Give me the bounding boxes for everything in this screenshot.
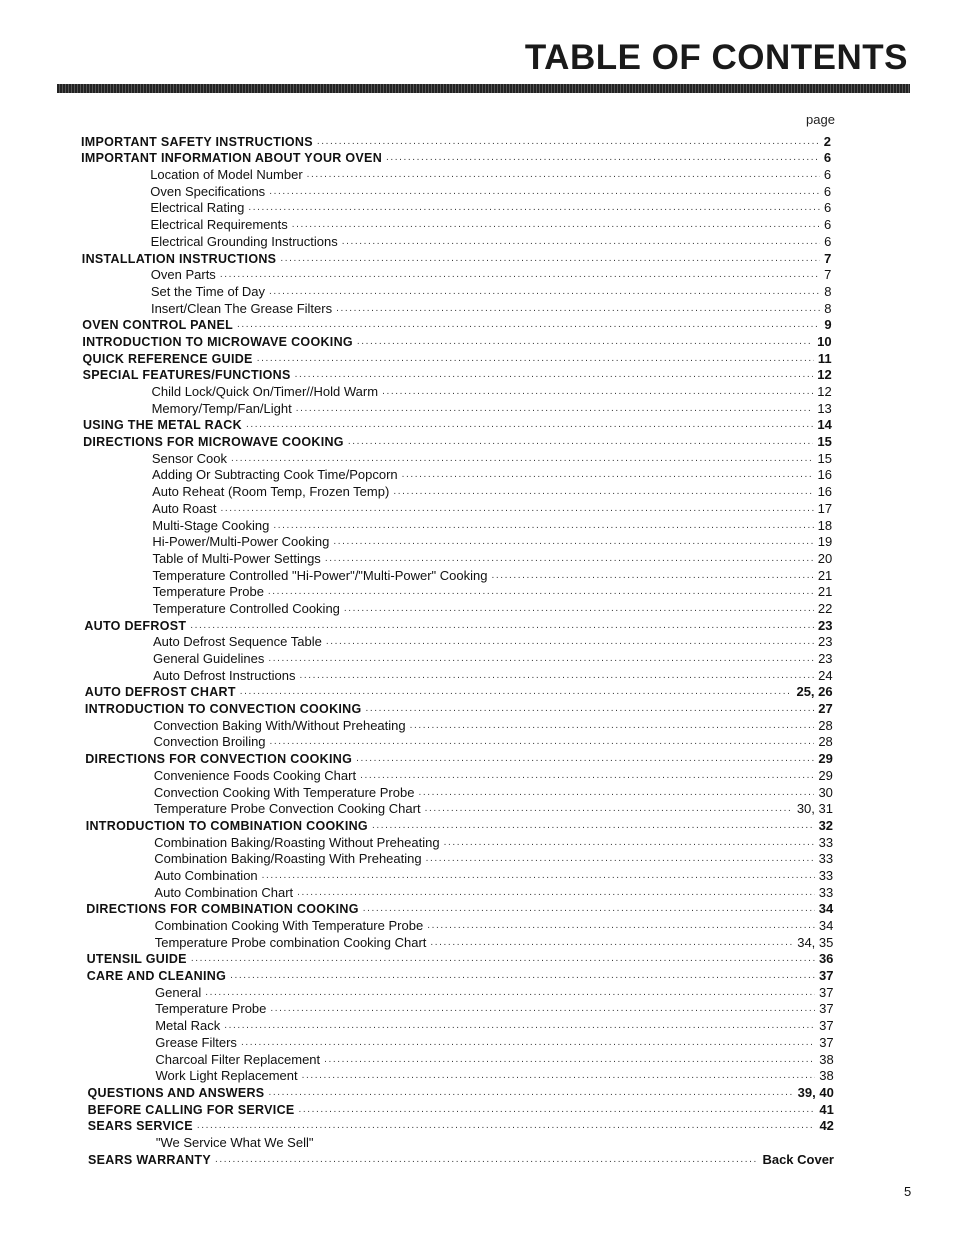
- toc-entry: [0, 467, 954, 484]
- dot-leader: [190, 618, 814, 634]
- dot-leader: [296, 401, 814, 417]
- toc-entry-page: 33: [818, 867, 834, 883]
- toc-entry-label: INSTALLATION INSTRUCTIONS: [81, 251, 277, 266]
- toc-entry: [0, 801, 954, 818]
- toc-entry: [0, 867, 954, 884]
- toc-entry: [0, 1001, 954, 1018]
- toc-entry-label: Temperature Probe combination Cooking Chart: [154, 934, 427, 950]
- dot-leader: [237, 317, 820, 333]
- toc-entry-page: 7: [824, 267, 832, 283]
- toc-entry: [0, 934, 954, 951]
- toc-entry: [0, 767, 954, 784]
- dot-leader: [246, 417, 813, 433]
- toc-entry-label: QUICK REFERENCE GUIDE: [82, 351, 253, 366]
- toc-entry: [0, 383, 954, 400]
- dot-leader: [426, 851, 815, 867]
- dot-leader: [357, 334, 813, 350]
- toc-entry-label: Auto Combination: [154, 867, 258, 883]
- toc-entry-label: Temperature Controlled "Hi-Power"/"Multi-Power" Cooking: [152, 567, 488, 583]
- toc-entry: [0, 700, 954, 717]
- page-column-label: page: [806, 112, 835, 127]
- dot-leader: [269, 284, 820, 300]
- toc-entry-label: Adding Or Subtracting Cook Time/Popcorn: [151, 467, 398, 483]
- dot-leader: [299, 668, 814, 684]
- toc-entry: [0, 1051, 954, 1068]
- dot-leader: [197, 1118, 816, 1134]
- toc-entry-page: 29: [818, 767, 833, 783]
- toc-entry: [0, 1034, 954, 1051]
- dot-leader: [430, 935, 793, 951]
- dot-leader: [360, 768, 814, 784]
- toc-entry-page: 22: [817, 600, 833, 616]
- toc-entry: [0, 1068, 954, 1085]
- toc-entry: [0, 617, 954, 634]
- toc-entry: [0, 717, 954, 734]
- toc-entry-label: Auto Combination Chart: [154, 884, 294, 900]
- dot-leader: [240, 684, 793, 700]
- toc-entry-page: 23: [818, 651, 833, 666]
- toc-entry-page: 29: [818, 751, 833, 767]
- toc-entry-page: 30, 31: [796, 801, 833, 817]
- toc-entry-label: Child Lock/Quick On/Timer//Hold Warm: [151, 384, 379, 399]
- page-title: TABLE OF CONTENTS: [524, 38, 908, 77]
- dot-leader: [270, 734, 815, 750]
- toc-entry-page: 8: [824, 283, 832, 299]
- toc-entry-label: Auto Defrost Instructions: [153, 667, 296, 683]
- toc-entry: [0, 917, 954, 934]
- toc-entry: [0, 433, 954, 450]
- toc-entry-page: 37: [819, 1001, 834, 1017]
- toc-entry: [0, 517, 954, 534]
- toc-entry-label: UTENSIL GUIDE: [86, 952, 187, 967]
- toc-entry: [0, 400, 954, 417]
- toc-entry-page: 6: [823, 150, 832, 166]
- dot-leader: [324, 1052, 815, 1068]
- toc-entry: [0, 1017, 954, 1034]
- toc-entry: [0, 750, 954, 767]
- toc-entry-label: Electrical Rating: [150, 200, 245, 216]
- toc-entry-page: 34, 35: [797, 934, 834, 950]
- toc-entry-page: 20: [817, 550, 833, 566]
- dot-leader: [224, 1018, 815, 1034]
- dot-leader: [333, 534, 813, 550]
- toc-entry-label: INTRODUCTION TO COMBINATION COOKING: [85, 818, 368, 833]
- dot-leader: [344, 601, 814, 617]
- toc-entry-page: 16: [817, 484, 833, 500]
- toc-entry-page: 37: [819, 1034, 834, 1050]
- toc-entry: [0, 333, 954, 350]
- toc-entry-label: DIRECTIONS FOR MICROWAVE COOKING: [83, 435, 344, 450]
- dot-leader: [386, 150, 820, 166]
- toc-entry-label: Auto Roast: [152, 500, 217, 516]
- toc-entry: [0, 300, 954, 317]
- dot-leader: [427, 918, 815, 934]
- toc-entry: [0, 350, 954, 367]
- toc-entry-label: Convection Baking With/Without Preheating: [153, 717, 406, 733]
- toc-entry-page: 23: [817, 617, 833, 633]
- toc-entry-label: Auto Reheat (Room Temp, Frozen Temp): [152, 484, 390, 500]
- dot-leader: [336, 301, 820, 317]
- dot-leader: [273, 518, 813, 534]
- toc-entry-page: 33: [818, 851, 834, 867]
- toc-entry: [0, 1084, 954, 1101]
- toc-entry: [0, 183, 954, 200]
- dot-leader: [491, 568, 813, 584]
- toc-entry: [0, 734, 954, 751]
- toc-entry: [0, 584, 954, 601]
- toc-entry-label: INTRODUCTION TO MICROWAVE COOKING: [82, 334, 353, 349]
- toc-entry: [0, 267, 954, 284]
- toc-entry: [0, 233, 954, 250]
- toc-entry-label: AUTO DEFROST: [84, 618, 187, 633]
- toc-entry: [0, 483, 954, 500]
- toc-entry-page: 38: [819, 1068, 834, 1084]
- toc-entry-page: 6: [823, 183, 832, 199]
- toc-entry-label: Electrical Requirements: [150, 217, 288, 233]
- toc-entry-label: General Guidelines: [153, 651, 265, 666]
- dot-leader: [231, 451, 813, 467]
- toc-entry-page: 39, 40: [797, 1084, 834, 1100]
- table-of-contents: [0, 133, 954, 1168]
- toc-entry-label: Metal Rack: [155, 1018, 221, 1034]
- dot-leader: [270, 1001, 815, 1017]
- toc-entry-label: Combination Baking/Roasting With Preheating: [154, 851, 422, 867]
- toc-entry-page: 6: [824, 233, 832, 249]
- toc-entry-page: 10: [817, 333, 832, 349]
- toc-entry-page: 6: [823, 200, 832, 216]
- toc-entry-page: 6: [824, 217, 832, 233]
- toc-entry: [0, 784, 954, 801]
- dot-leader: [297, 885, 815, 901]
- dot-leader: [230, 968, 815, 984]
- toc-entry-label: SPECIAL FEATURES/FUNCTIONS: [82, 368, 291, 383]
- dot-leader: [302, 1068, 816, 1084]
- toc-entry-label: Charcoal Filter Replacement: [155, 1051, 321, 1067]
- toc-entry-label: Auto Defrost Sequence Table: [152, 634, 322, 650]
- dot-leader: [220, 501, 813, 517]
- toc-entry: [0, 834, 954, 851]
- toc-entry-page: 15: [817, 434, 832, 450]
- toc-entry-label: Combination Baking/Roasting Without Preheating: [154, 834, 440, 850]
- toc-entry-label: Set the Time of Day: [150, 283, 266, 299]
- dot-leader: [418, 785, 814, 801]
- dot-leader: [363, 901, 815, 917]
- toc-entry-page: 21: [817, 584, 833, 600]
- dot-leader: [268, 1085, 793, 1101]
- toc-entry-label: BEFORE CALLING FOR SERVICE: [87, 1102, 295, 1117]
- toc-entry: [0, 817, 954, 834]
- toc-entry-page: 24: [818, 667, 833, 683]
- toc-entry: [0, 967, 954, 984]
- toc-entry-label: Table of Multi-Power Settings: [152, 550, 321, 566]
- toc-entry-page: Back Cover: [762, 1151, 834, 1167]
- toc-entry: [0, 1101, 954, 1118]
- toc-entry-page: 30: [818, 784, 833, 800]
- dot-leader: [317, 134, 820, 150]
- dot-leader: [356, 751, 814, 767]
- toc-entry-label: Temperature Probe: [152, 584, 264, 600]
- toc-entry-label: Temperature Controlled Cooking: [152, 600, 340, 616]
- toc-entry-label: INTRODUCTION TO CONVECTION COOKING: [84, 702, 362, 717]
- dot-leader: [241, 1035, 815, 1051]
- toc-entry-label: USING THE METAL RACK: [82, 418, 242, 433]
- dot-leader: [257, 351, 814, 367]
- dot-leader: [262, 868, 815, 884]
- dot-leader: [292, 217, 820, 233]
- toc-entry: [0, 667, 954, 684]
- toc-entry-label: Electrical Grounding Instructions: [150, 233, 338, 249]
- toc-entry-page: 12: [817, 367, 832, 383]
- toc-entry: [0, 200, 954, 217]
- title-rule: [57, 84, 910, 93]
- toc-entry-page: 8: [824, 300, 832, 316]
- dot-leader: [372, 818, 815, 834]
- dot-leader: [325, 551, 814, 567]
- toc-entry-page: 41: [819, 1101, 834, 1117]
- toc-entry-page: 7: [824, 250, 832, 266]
- toc-entry-label: General: [155, 984, 202, 1000]
- toc-entry: [0, 534, 954, 551]
- dot-leader: [205, 985, 815, 1001]
- toc-entry: [0, 884, 954, 901]
- toc-entry-label: Combination Cooking With Temperature Probe: [154, 918, 424, 933]
- toc-entry-page: 2: [823, 133, 831, 149]
- toc-entry-label: "We Service What We Sell": [155, 1134, 314, 1150]
- toc-entry-page: 19: [817, 534, 833, 550]
- dot-leader: [410, 718, 815, 734]
- toc-entry-page: 38: [819, 1051, 834, 1067]
- toc-entry-page: 9: [824, 317, 832, 333]
- dot-leader: [348, 434, 814, 450]
- dot-leader: [366, 701, 815, 717]
- toc-entry-page: 37: [819, 984, 834, 1000]
- toc-entry: [0, 851, 954, 868]
- dot-leader: [299, 1102, 816, 1118]
- toc-entry-page: 18: [817, 517, 833, 533]
- toc-entry-page: 37: [819, 1018, 834, 1034]
- toc-entry-label: Oven Parts: [150, 267, 216, 283]
- page-number: 5: [904, 1184, 912, 1199]
- toc-entry-label: IMPORTANT INFORMATION ABOUT YOUR OVEN: [81, 151, 383, 166]
- toc-entry-label: Insert/Clean The Grease Filters: [150, 300, 333, 316]
- toc-entry-page: 28: [818, 734, 833, 750]
- toc-entry: [0, 283, 954, 300]
- toc-entry-label: Grease Filters: [155, 1034, 237, 1050]
- toc-entry: [0, 984, 954, 1001]
- toc-entry-page: 34: [818, 901, 834, 917]
- toc-entry-page: 16: [817, 467, 832, 483]
- dot-leader: [220, 267, 820, 283]
- toc-entry-page: 6: [823, 167, 832, 183]
- toc-entry-label: QUESTIONS AND ANSWERS: [87, 1085, 265, 1100]
- toc-entry: [0, 367, 954, 384]
- dot-leader: [307, 167, 820, 183]
- toc-entry-label: Convection Broiling: [153, 734, 266, 750]
- dot-leader: [402, 467, 814, 483]
- dot-leader: [382, 384, 813, 400]
- toc-entry: [0, 133, 954, 150]
- toc-entry-label: SEARS SERVICE: [87, 1119, 193, 1134]
- dot-leader: [295, 367, 814, 383]
- toc-entry-page: 12: [817, 384, 832, 399]
- dot-leader: [342, 234, 820, 250]
- toc-entry: [0, 600, 954, 617]
- toc-entry-page: 33: [818, 834, 834, 850]
- toc-entry: [0, 567, 954, 584]
- toc-entry-label: Location of Model Number: [150, 167, 303, 183]
- toc-entry: [0, 634, 954, 651]
- toc-entry: [0, 317, 954, 334]
- toc-entry: [0, 417, 954, 434]
- toc-entry-page: 21: [817, 567, 833, 583]
- toc-entry-label: Convenience Foods Cooking Chart: [153, 767, 357, 783]
- dot-leader: [269, 184, 820, 200]
- toc-entry-page: 15: [817, 450, 832, 466]
- toc-entry-page: 33: [818, 884, 834, 900]
- toc-entry-page: 36: [818, 951, 834, 967]
- toc-entry: [0, 684, 954, 701]
- toc-entry-label: Oven Specifications: [150, 183, 266, 199]
- toc-entry-page: 34: [818, 918, 834, 933]
- dot-leader: [268, 584, 814, 600]
- toc-entry-label: Multi-Stage Cooking: [152, 517, 270, 533]
- toc-entry-label: CARE AND CLEANING: [86, 969, 227, 984]
- toc-entry: [0, 1134, 954, 1151]
- dot-leader: [393, 484, 813, 500]
- dot-leader: [248, 200, 820, 216]
- toc-entry-page: 25, 26: [796, 684, 833, 700]
- toc-entry-label: OVEN CONTROL PANEL: [82, 318, 234, 333]
- toc-entry-page: 17: [817, 500, 833, 516]
- toc-entry-label: SEARS WARRANTY: [88, 1152, 211, 1167]
- toc-entry: [0, 166, 954, 183]
- toc-entry-label: Temperature Probe: [155, 1001, 267, 1017]
- toc-entry-page: 23: [818, 634, 833, 650]
- dot-leader: [444, 835, 815, 851]
- toc-entry-page: 42: [819, 1118, 834, 1134]
- toc-entry: [0, 150, 954, 167]
- toc-entry: [0, 450, 954, 467]
- toc-entry-label: IMPORTANT SAFETY INSTRUCTIONS: [81, 134, 313, 149]
- dot-leader: [326, 634, 814, 650]
- dot-leader: [425, 801, 793, 817]
- toc-entry: [0, 951, 954, 968]
- toc-entry-page: 37: [819, 968, 834, 984]
- dot-leader: [191, 951, 815, 967]
- toc-entry: [0, 1118, 954, 1135]
- dot-leader: [215, 1152, 758, 1168]
- dot-leader: [280, 251, 820, 267]
- toc-entry: [0, 250, 954, 267]
- toc-entry-page: 32: [818, 817, 834, 833]
- toc-entry: [0, 216, 954, 233]
- toc-entry: [0, 650, 954, 667]
- toc-entry: [0, 500, 954, 517]
- toc-entry-label: Work Light Replacement: [155, 1068, 298, 1084]
- toc-entry-label: Convection Cooking With Temperature Probe: [153, 784, 415, 800]
- toc-entry: [0, 550, 954, 567]
- toc-entry-page: 28: [818, 717, 833, 733]
- toc-entry-label: Hi-Power/Multi-Power Cooking: [152, 534, 330, 550]
- toc-entry-label: AUTO DEFROST CHART: [84, 685, 236, 700]
- toc-entry-label: Memory/Temp/Fan/Light: [151, 400, 292, 416]
- toc-entry-page: 13: [817, 400, 832, 416]
- toc-entry-page: 14: [817, 417, 832, 433]
- toc-entry-label: DIRECTIONS FOR COMBINATION COOKING: [86, 902, 359, 917]
- toc-entry: [0, 901, 954, 918]
- toc-entry-page: 27: [818, 701, 833, 717]
- toc-entry-label: DIRECTIONS FOR CONVECTION COOKING: [85, 752, 353, 767]
- toc-entry: [0, 1151, 954, 1168]
- dot-leader: [268, 651, 814, 667]
- toc-entry-label: Temperature Probe Convection Cooking Chart: [153, 801, 421, 817]
- toc-entry-label: Sensor Cook: [151, 450, 228, 466]
- toc-entry-page: 11: [817, 350, 832, 366]
